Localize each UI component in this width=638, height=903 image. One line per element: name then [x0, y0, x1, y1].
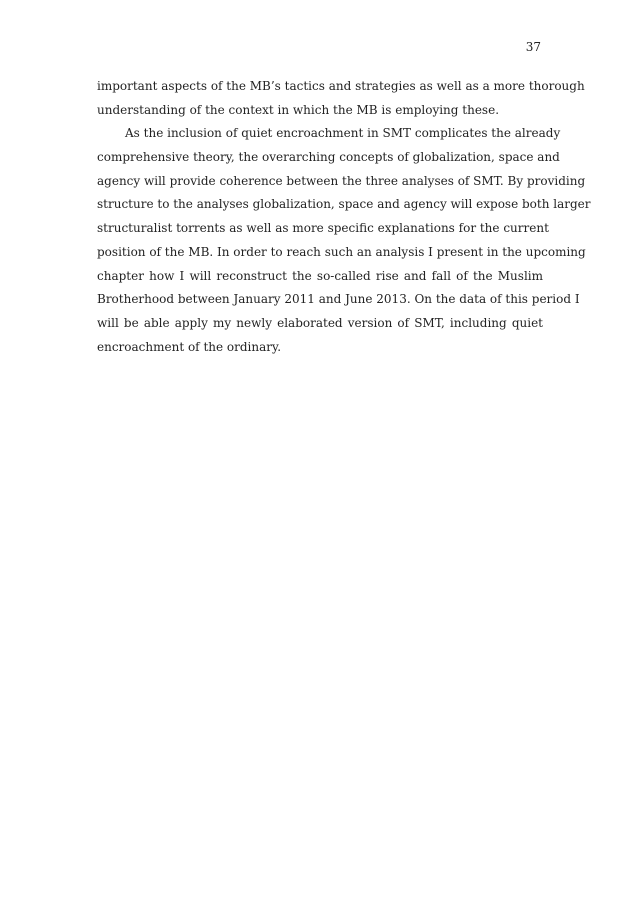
text-line: position of the MB. In order to reach such an analysis I present in the upcoming	[97, 244, 586, 259]
body-text	[97, 75, 591, 359]
text-line: agency will provide coherence between the three analyses of SMT. By providing	[97, 173, 586, 188]
text-line: understanding of the context in which the MB is employing these.	[97, 102, 500, 117]
text-line: Brotherhood between January 2011 and June 2013. On the data of this period I	[97, 292, 580, 307]
text-line: comprehensive theory, the overarching concepts of globalization, space and	[97, 150, 560, 165]
text-line: structure to the analyses globalization, space and agency will expose both larger	[97, 197, 591, 212]
paragraph-2	[97, 122, 591, 359]
text-line: As the inclusion of quiet encroachment in SMT complicates the already	[125, 126, 561, 141]
text-line: encroachment of the ordinary.	[97, 339, 282, 354]
text-line: structuralist torrents as well as more specific explanations for the current	[97, 221, 549, 236]
page-number: 37	[525, 40, 541, 54]
text-line: important aspects of the MB’s tactics and strategies as well as a more thorough	[97, 79, 585, 93]
paragraph-1	[97, 75, 585, 122]
text-line: chapter how I will reconstruct the so-called rise and fall of the Muslim	[97, 268, 543, 283]
text-line: will be able apply my newly elaborated version of SMT, including quiet	[97, 315, 543, 330]
